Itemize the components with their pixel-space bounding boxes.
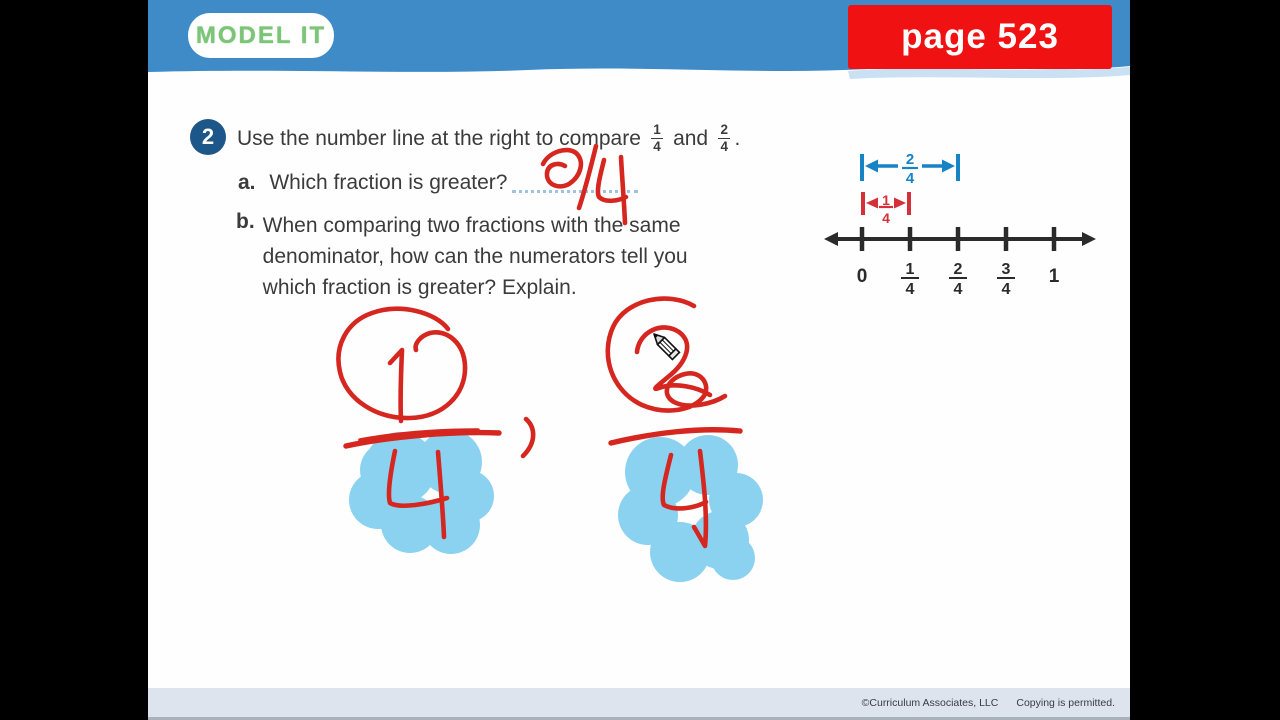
part-b-line-2: denominator, how can the numerators tell you <box>262 245 688 268</box>
conjunction-text: and <box>667 126 714 150</box>
page-number-label: page 523 <box>901 17 1059 56</box>
svg-text:1: 1 <box>1048 266 1060 287</box>
problem-number: 2 <box>201 124 215 149</box>
svg-text:4: 4 <box>953 281 963 298</box>
svg-text:4: 4 <box>1001 281 1011 298</box>
worksheet-page <box>148 0 1130 720</box>
svg-text:0: 0 <box>856 266 868 287</box>
pencil-cursor-icon <box>650 330 679 359</box>
prompt-period: . <box>734 126 741 150</box>
svg-text:3: 3 <box>1001 261 1011 278</box>
part-b-line-1: When comparing two fractions with the same <box>262 214 681 237</box>
footer-copyright: ©Curriculum Associates, LLC <box>861 696 999 709</box>
model-it-label: MODEL IT <box>195 21 327 49</box>
handwritten-comma <box>523 419 533 456</box>
part-a-label: a. <box>238 171 256 194</box>
svg-text:4: 4 <box>905 170 915 187</box>
part-b-label: b. <box>236 210 255 233</box>
inline-fraction-1-4: $\frac{1}{4}$ <box>651 123 664 154</box>
handwritten-answer-2-4 <box>543 146 626 223</box>
svg-text:2: 2 <box>905 151 915 168</box>
highlighter-blob-left <box>349 430 494 554</box>
footer-permission: Copying is permitted. <box>1016 696 1115 709</box>
prompt-text: Use the number line at the right to compare <box>237 126 647 150</box>
part-a-question: Which fraction is greater? <box>263 171 508 194</box>
annotation-canvas[interactable] <box>148 0 1130 720</box>
svg-text:4: 4 <box>882 210 890 226</box>
letterbox-right <box>1130 0 1280 720</box>
svg-text:2: 2 <box>953 261 963 278</box>
letterbox-left <box>0 0 148 720</box>
inline-fraction-2-4: $\frac{2}{4}$ <box>718 123 731 154</box>
svg-text:1: 1 <box>882 192 890 208</box>
svg-text:4: 4 <box>905 281 915 298</box>
part-b-line-3: which fraction is greater? Explain. <box>262 276 577 299</box>
svg-text:1: 1 <box>905 261 915 278</box>
